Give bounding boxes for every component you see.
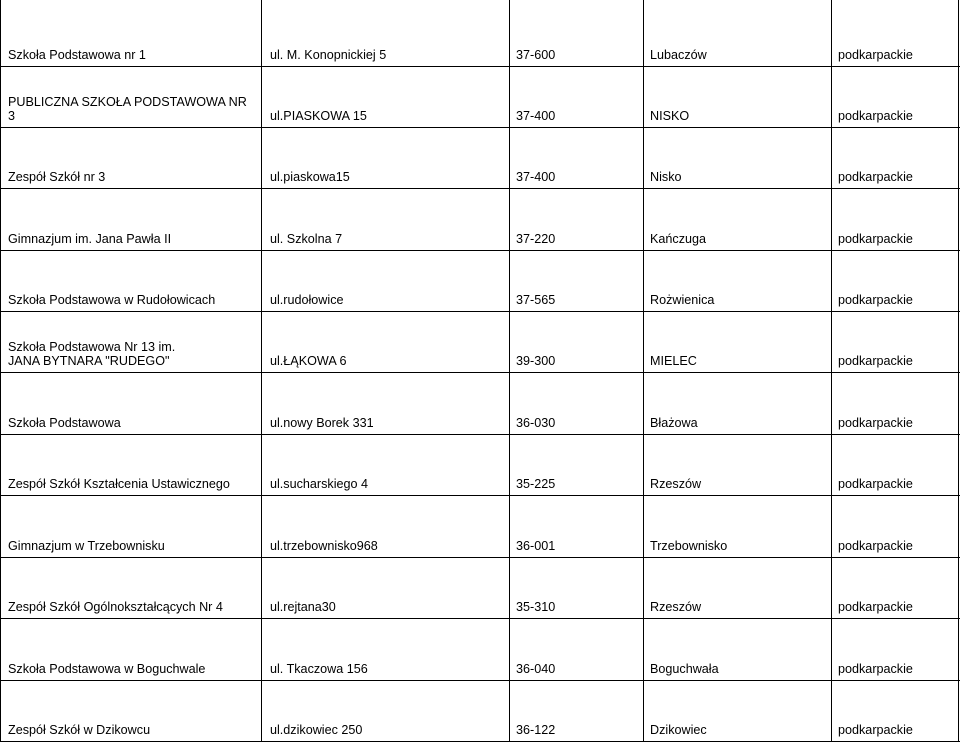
region-cell: podkarpackie	[838, 109, 913, 123]
street-cell: ul. Tkaczowa 156	[270, 662, 368, 676]
postal-code-cell: 37-220	[516, 232, 556, 246]
school-name-cell: Szkoła Podstawowa w Boguchwale	[8, 662, 206, 676]
city-cell: Trzebownisko	[650, 539, 728, 553]
table-row	[0, 619, 960, 680]
region-cell: podkarpackie	[838, 232, 913, 246]
school-name-cell: Szkoła Podstawowa Nr 13 im. JANA BYTNARA "RUDEGO"	[8, 340, 176, 368]
postal-code-cell: 36-040	[516, 662, 556, 676]
postal-code-cell: 36-001	[516, 539, 556, 553]
street-cell: ul.trzebownisko968	[270, 539, 378, 553]
region-cell: podkarpackie	[838, 170, 913, 184]
school-name-cell: Szkoła Podstawowa	[8, 416, 121, 430]
city-cell: Rzeszów	[650, 600, 702, 614]
city-cell: Boguchwała	[650, 662, 719, 676]
table-row	[0, 373, 960, 434]
city-cell: Dzikowiec	[650, 723, 707, 737]
table-row	[0, 250, 960, 311]
school-name-cell: Gimnazjum im. Jana Pawła II	[8, 232, 172, 246]
school-name-cell: PUBLICZNA SZKOŁA PODSTAWOWA NR 3	[8, 95, 247, 123]
city-cell: Lubaczów	[650, 48, 707, 62]
street-cell: ul. Szkolna 7	[270, 232, 343, 246]
school-name-cell: Zespół Szkół w Dzikowcu	[8, 723, 151, 737]
region-cell: podkarpackie	[838, 293, 913, 307]
city-cell: Rożwienica	[650, 293, 715, 307]
table-row	[0, 189, 960, 250]
region-cell: podkarpackie	[838, 416, 913, 430]
table-row	[0, 127, 960, 188]
school-name-cell: Gimnazjum w Trzebownisku	[8, 539, 165, 553]
region-cell: podkarpackie	[838, 600, 913, 614]
postal-code-cell: 37-600	[516, 48, 556, 62]
city-cell: Nisko	[650, 170, 682, 184]
street-cell: ul.rudołowice	[270, 293, 344, 307]
school-name-cell: Zespół Szkół Kształcenia Ustawicznego	[8, 477, 230, 491]
city-cell: Błażowa	[650, 416, 698, 430]
table-row	[0, 434, 960, 495]
street-cell: ul.rejtana30	[270, 600, 336, 614]
street-cell: ul.ŁĄKOWA 6	[270, 354, 347, 368]
city-cell: MIELEC	[650, 354, 697, 368]
region-cell: podkarpackie	[838, 723, 913, 737]
postal-code-cell: 36-122	[516, 723, 556, 737]
table-row	[0, 311, 960, 372]
street-cell: ul.dzikowiec 250	[270, 723, 363, 737]
postal-code-cell: 35-310	[516, 600, 556, 614]
school-name-cell: Szkoła Podstawowa nr 1	[8, 48, 146, 62]
table-row	[0, 496, 960, 557]
postal-code-cell: 37-400	[516, 170, 556, 184]
postal-code-cell: 39-300	[516, 354, 556, 368]
table-row	[0, 5, 960, 66]
region-cell: podkarpackie	[838, 662, 913, 676]
region-cell: podkarpackie	[838, 539, 913, 553]
city-cell: Rzeszów	[650, 477, 702, 491]
street-cell: ul.PIASKOWA 15	[270, 109, 367, 123]
school-name-cell: Zespół Szkół Ogólnokształcących Nr 4	[8, 600, 223, 614]
postal-code-cell: 36-030	[516, 416, 556, 430]
city-cell: NISKO	[650, 109, 690, 123]
table-row	[0, 557, 960, 618]
postal-code-cell: 35-225	[516, 477, 556, 491]
table-row	[0, 66, 960, 127]
region-cell: podkarpackie	[838, 477, 913, 491]
postal-code-cell: 37-400	[516, 109, 556, 123]
table-row	[0, 680, 960, 741]
street-cell: ul.nowy Borek 331	[270, 416, 374, 430]
city-cell: Kańczuga	[650, 232, 707, 246]
region-cell: podkarpackie	[838, 354, 913, 368]
postal-code-cell: 37-565	[516, 293, 556, 307]
school-name-cell: Zespół Szkół nr 3	[8, 170, 106, 184]
street-cell: ul.sucharskiego 4	[270, 477, 369, 491]
school-name-cell: Szkoła Podstawowa w Rudołowicach	[8, 293, 216, 307]
region-cell: podkarpackie	[838, 48, 913, 62]
street-cell: ul. M. Konopnickiej 5	[270, 48, 387, 62]
street-cell: ul.piaskowa15	[270, 170, 350, 184]
